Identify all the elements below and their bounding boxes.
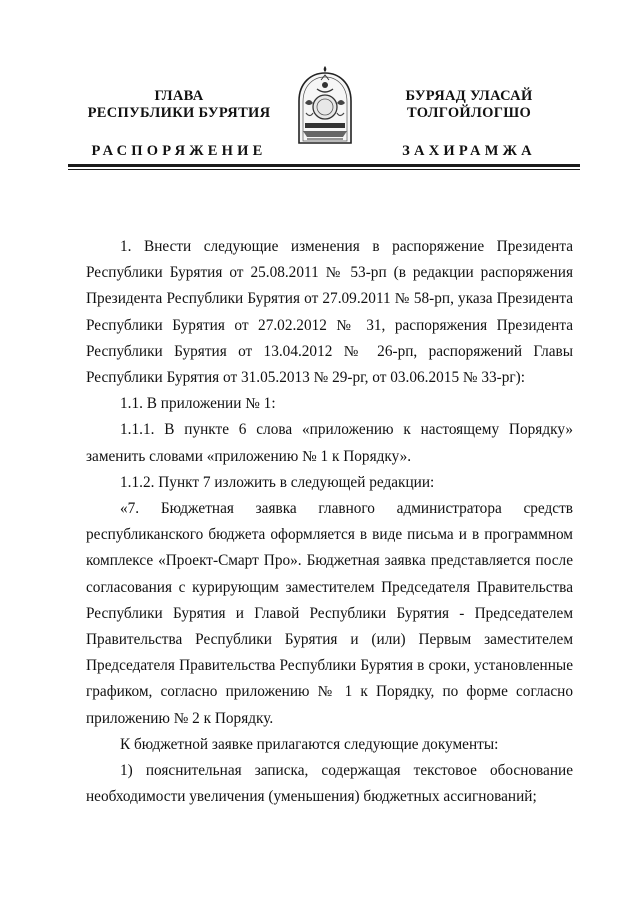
paragraph-attachments: К бюджетной заявке прилагаются следующие документы: [120,735,499,753]
header-right-doc-type: ЗАХИРАМЖА [402,143,536,159]
header-divider-thin [68,169,580,170]
paragraph-1-1-1: 1.1.1. В пункте 6 слова «приложению к настоящему Порядку» заменить словами «приложению № 1 к Порядку». [86,421,573,465]
header-left [70,88,288,160]
header-right [360,88,578,160]
header-left-subtitle: РЕСПУБЛИКИ БУРЯТИЯ [87,105,271,121]
coat-of-arms-icon [293,63,357,145]
header-right-title: БУРЯАД УЛАСАЙ [405,88,533,104]
header-left-doc-type: РАСПОРЯЖЕНИЕ [91,143,267,159]
document-body [86,234,573,810]
header-divider-thick [68,164,580,167]
paragraph-7-quote: «7. Бюджетная заявка главного администратора средств республиканского бюджета оформляется в виде письма и в программном комплексе «Проект-Смарт Про». Бюджетная заявка представляется после согласования с курирующим заместителем Председателя Правительства Республики Бурятия и Главой Республики Бурятия - Председателем Правительства Республики Бурятия и (или) Первым заместителем Председателя Правительства Республики Бурятия в сроки, установленные графиком, согласно приложению № 1 к Порядку, по форме согласно приложению № 2 к Порядку. [86,500,573,727]
paragraph-1: 1. Внести следующие изменения в распоряжение Президента Республики Бурятия от 25.08.2011 № 53-рп (в редакции распоряжения Президента Республики Бурятия от 27.09.2011 № 58-рп, указа Президента Республики Бурятия от 27.02.2012 № 31, распоряжения Президента Республики Бурятия от 13.04.2012 № 26-рп, распоряжений Главы Республики Бурятия от 31.05.2013 № 29-рг, от 03.06.2015 № 33-рг): [86,238,573,387]
paragraph-1-1: 1.1. В приложении № 1: [120,395,276,413]
header-left-title: ГЛАВА [154,88,204,104]
paragraph-item-1: 1) пояснительная записка, содержащая текстовое обоснование необходимости увеличения (уменьшения) бюджетных ассигнований; [86,762,573,806]
paragraph-1-1-2: 1.1.2. Пункт 7 изложить в следующей редакции: [120,473,435,491]
header-right-subtitle: ТОЛГОЙЛОГШО [406,105,532,121]
